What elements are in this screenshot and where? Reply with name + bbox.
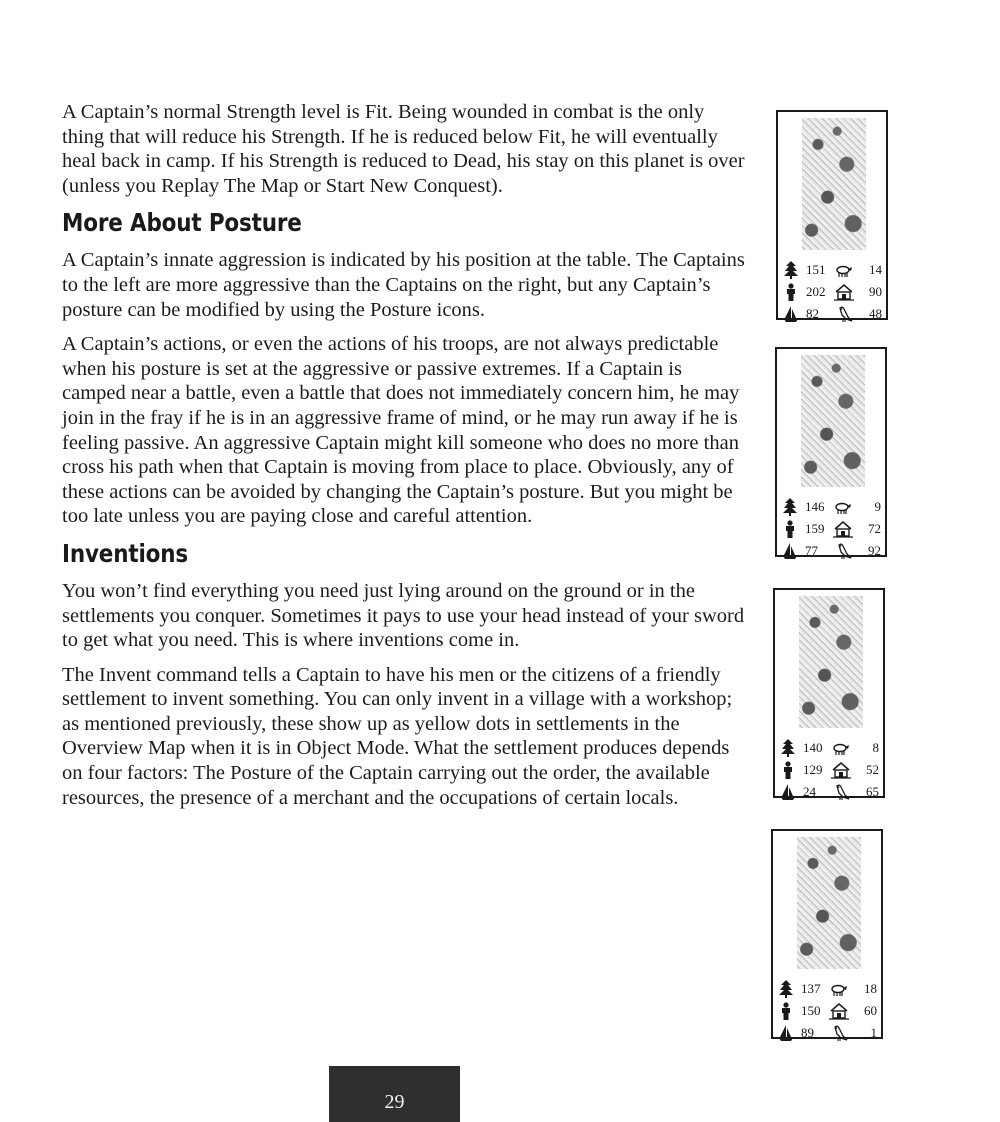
tree-icon [784, 261, 798, 279]
stat-value: 146 [805, 499, 825, 514]
map-card-1 [776, 110, 888, 320]
stat-value: 8 [872, 740, 879, 755]
person-icon [779, 1002, 793, 1020]
main-text-column [62, 100, 747, 820]
stat-value: 202 [806, 284, 826, 299]
bird-icon [831, 783, 851, 801]
stat-row [783, 497, 881, 519]
paragraph-inventions-2: The Invent command tells a Captain to have his men or the citizens of a friendly settlement to invent something. You can only invent in a village with a workshop; as mentioned previously, these show up as yellow dots in settlements in the Overview Map when it is in Object Mode. What the settlement produces depends on four factors: The Posture of the Captain carrying out the order, the available resources, the presence of a merchant and the occupations of certain locals. [62, 663, 733, 809]
stat-value: 60 [864, 1003, 877, 1018]
bird-icon [833, 542, 853, 560]
stats-panel [779, 979, 877, 1045]
stat-value: 129 [803, 762, 823, 777]
stat-row [783, 519, 881, 541]
stat-value: 89 [801, 1025, 814, 1040]
person-icon [783, 520, 797, 538]
house-icon [831, 761, 851, 779]
stat-value: 140 [803, 740, 823, 755]
stat-value: 82 [806, 306, 819, 321]
stat-row [779, 1001, 877, 1023]
stat-value: 14 [869, 262, 882, 277]
heading-inventions: Inventions [62, 538, 189, 568]
stat-value: 18 [864, 981, 877, 996]
stat-value: 159 [805, 521, 825, 536]
paragraph-inventions-1: You won’t find everything you need just lying around on the ground or in the settlements you conquer. Sometimes it pays to use your head instead of your sword to get what you need. This is where inventions come in. [62, 579, 745, 652]
page-number: 29 [384, 1091, 405, 1113]
stat-value: 72 [868, 521, 881, 536]
stat-value: 90 [869, 284, 882, 299]
stat-row [781, 760, 879, 782]
stats-panel [784, 260, 882, 326]
map-card-2 [775, 347, 887, 557]
tree-icon [781, 739, 795, 757]
map-thumbnail [797, 837, 861, 969]
sheep-icon [831, 739, 851, 757]
paragraph-posture-2: A Captain’s actions, or even the actions of his troops, are not always predictable when his posture is set at the aggressive or passive extremes. If a Captain is camped near a battle, even a battle that does not immediately concern him, he may join in the fray if he is in an aggressive frame of mind, or he may run away if he is feeling passive. An aggressive Captain might kill someone who does no more than cross his path when that Captain is moving from place to place. Obviously, any of these actions can be avoided by changing the Captain’s posture. But you might be too late unless you are paying close and careful attention. [62, 333, 740, 528]
stat-value: 92 [868, 543, 881, 558]
bird-icon [829, 1024, 849, 1042]
stat-value: 150 [801, 1003, 821, 1018]
page-number-box [329, 1066, 460, 1122]
tree-icon [783, 498, 797, 516]
boat-icon [781, 783, 795, 801]
sheep-icon [834, 261, 854, 279]
map-thumbnail [801, 355, 865, 487]
stat-row [781, 738, 879, 760]
sheep-icon [833, 498, 853, 516]
stats-panel [781, 738, 879, 804]
tree-icon [779, 980, 793, 998]
house-icon [833, 520, 853, 538]
map-thumbnail [802, 118, 866, 250]
stat-value: 24 [803, 784, 816, 799]
person-icon [781, 761, 795, 779]
house-icon [829, 1002, 849, 1020]
stats-panel [783, 497, 881, 563]
stat-value: 151 [806, 262, 826, 277]
stat-value: 77 [805, 543, 818, 558]
boat-icon [779, 1024, 793, 1042]
stat-row [779, 979, 877, 1001]
heading-more-about-posture: More About Posture [62, 208, 302, 238]
stat-row [784, 282, 882, 304]
stat-row [783, 541, 881, 563]
stat-value: 9 [874, 499, 881, 514]
paragraph-strength: A Captain’s normal Strength level is Fit. Being wounded in combat is the only thing that will reduce his Strength. If he is reduced below Fit, he will eventually heal back in camp. If his Strength is reduced to Dead, his stay on this planet is over (unless you Replay The Map or Start New Conquest). [62, 101, 745, 197]
boat-icon [784, 305, 798, 323]
sheep-icon [829, 980, 849, 998]
stat-value: 1 [870, 1025, 877, 1040]
house-icon [834, 283, 854, 301]
stat-value: 52 [866, 762, 879, 777]
paragraph-posture-1: A Captain’s innate aggression is indicated by his position at the table. The Captains to the left are more aggressive than the Captains on the right, but any Captain’s posture can be modified by using the Posture icons. [62, 249, 745, 321]
stat-value: 65 [866, 784, 879, 799]
stat-row [779, 1023, 877, 1045]
boat-icon [783, 542, 797, 560]
stat-value: 48 [869, 306, 882, 321]
person-icon [784, 283, 798, 301]
stat-row [781, 782, 879, 804]
stat-value: 137 [801, 981, 821, 996]
map-thumbnail [799, 596, 863, 728]
bird-icon [834, 305, 854, 323]
map-card-4 [771, 829, 883, 1039]
map-card-3 [773, 588, 885, 798]
stat-row [784, 304, 882, 326]
stat-row [784, 260, 882, 282]
